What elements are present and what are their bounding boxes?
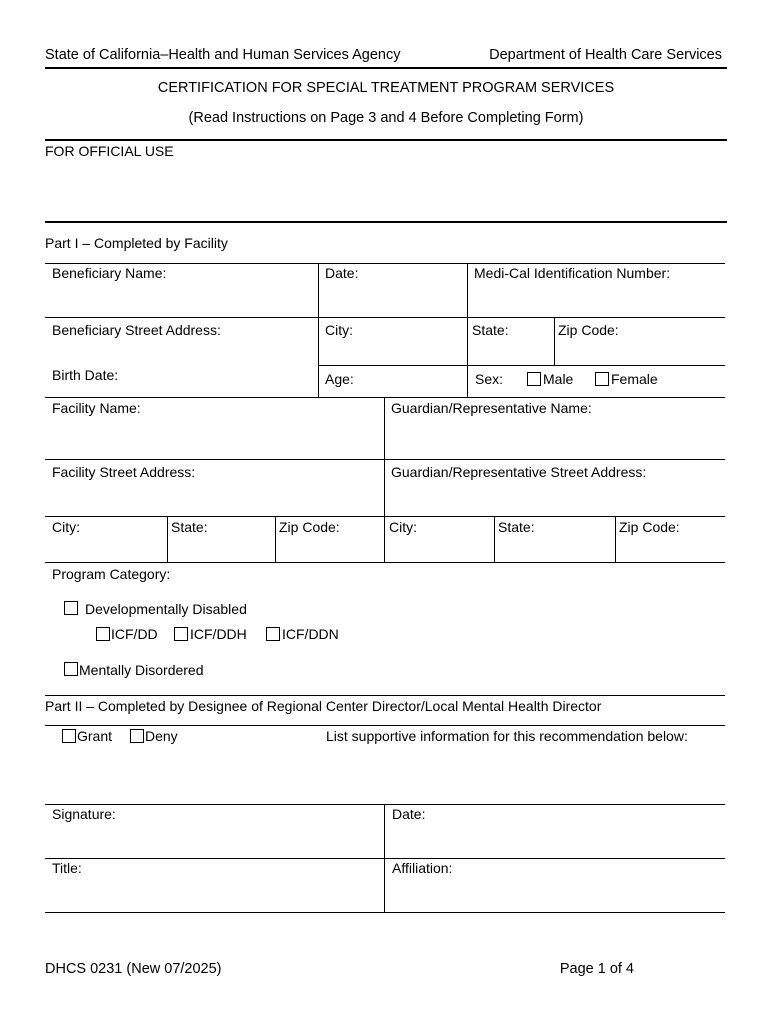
row3-rule [45, 397, 725, 398]
signature-date-label: Date: [392, 806, 426, 822]
guardian-zip-field[interactable] [617, 539, 724, 561]
part2-bottom-rule [45, 912, 725, 913]
facility-city-label: City: [52, 519, 80, 535]
row2-rule [318, 365, 725, 366]
date-field[interactable] [320, 285, 465, 315]
part1-top-rule [45, 263, 725, 264]
official-use-rule [45, 221, 727, 223]
state-label: State: [472, 322, 509, 338]
guardian-city-field[interactable] [386, 539, 493, 561]
deny-label: Deny [145, 728, 178, 744]
agency-name: State of California–Health and Human Services Agency [45, 47, 401, 63]
grant-checkbox[interactable] [62, 729, 76, 743]
form-subtitle: (Read Instructions on Page 3 and 4 Before Completing Form) [188, 110, 584, 126]
guardian-name-label: Guardian/Representative Name: [391, 400, 592, 416]
icf-dd-label: ICF/DD [111, 626, 158, 642]
official-use-label: FOR OFFICIAL USE [45, 143, 174, 159]
facility-name-label: Facility Name: [52, 400, 141, 416]
col-divider-615 [615, 516, 616, 563]
guardian-city-label: City: [389, 519, 417, 535]
female-label: Female [611, 371, 658, 387]
guardian-name-field[interactable] [386, 420, 724, 458]
col-divider-554 [554, 317, 555, 365]
icf-ddh-label: ICF/DDH [190, 626, 247, 642]
title-label: Title: [52, 860, 82, 876]
part1-heading: Part I – Completed by Facility [45, 235, 228, 251]
beneficiary-name-label: Beneficiary Name: [52, 265, 167, 281]
part1-bottom-rule [45, 695, 725, 696]
guardian-address-field[interactable] [386, 484, 724, 514]
row4-rule [45, 459, 725, 460]
col-divider-275 [275, 516, 276, 563]
mentally-disordered-checkbox[interactable] [64, 662, 78, 676]
col-divider-167 [167, 516, 168, 563]
signature-label: Signature: [52, 806, 116, 822]
city-label: City: [325, 322, 353, 338]
signature-field[interactable] [47, 826, 380, 856]
form-title: CERTIFICATION FOR SPECIAL TREATMENT PROGRAM SERVICES [157, 80, 615, 96]
facility-city-field[interactable] [47, 539, 165, 561]
row6-rule [45, 562, 725, 563]
female-checkbox[interactable] [595, 372, 609, 386]
city-field[interactable] [320, 342, 465, 364]
birth-date-field[interactable] [140, 367, 315, 395]
form-id: DHCS 0231 (New 07/2025) [45, 961, 222, 977]
facility-zip-label: Zip Code: [279, 519, 340, 535]
date-label: Date: [325, 265, 359, 281]
facility-state-label: State: [171, 519, 208, 535]
icf-ddh-checkbox[interactable] [174, 627, 188, 641]
sex-label: Sex: [475, 371, 504, 387]
col-divider-318 [318, 263, 319, 397]
facility-address-field[interactable] [47, 484, 380, 514]
part2-top-rule [45, 725, 725, 726]
facility-address-label: Facility Street Address: [52, 464, 196, 480]
department-name: Department of Health Care Services [489, 47, 722, 63]
title-rule [45, 139, 727, 141]
program-category-label: Program Category: [52, 566, 171, 582]
icf-dd-checkbox[interactable] [96, 627, 110, 641]
mentally-disordered-label: Mentally Disordered [79, 662, 204, 678]
affiliation-label: Affiliation: [392, 860, 453, 876]
age-label: Age: [325, 371, 354, 387]
row5-rule [45, 516, 725, 517]
icf-ddn-checkbox[interactable] [266, 627, 280, 641]
guardian-state-label: State: [498, 519, 535, 535]
street-address-label: Beneficiary Street Address: [52, 322, 221, 338]
signature-date-field[interactable] [386, 826, 724, 856]
affiliation-field[interactable] [386, 880, 724, 910]
supportive-info-instructions: List supportive information for this recommendation below: [326, 728, 688, 744]
signature-row-rule [45, 858, 725, 859]
age-field[interactable] [360, 368, 465, 396]
facility-state-field[interactable] [169, 539, 273, 561]
title-field[interactable] [47, 880, 380, 910]
col-divider-494 [494, 516, 495, 563]
guardian-state-field[interactable] [496, 539, 614, 561]
row1-rule [45, 317, 725, 318]
supportive-info-field[interactable] [45, 750, 725, 802]
official-use-area[interactable] [45, 162, 727, 218]
medi-cal-id-label: Medi-Cal Identification Number: [474, 265, 671, 281]
part2-heading: Part II – Completed by Designee of Regional Center Director/Local Mental Health Director [45, 698, 602, 714]
col-divider-467 [467, 263, 468, 397]
facility-name-field[interactable] [47, 420, 380, 458]
medi-cal-id-field[interactable] [469, 285, 724, 315]
signature-top-rule [45, 804, 725, 805]
beneficiary-name-field[interactable] [47, 285, 315, 315]
male-checkbox[interactable] [527, 372, 541, 386]
grant-label: Grant [77, 728, 113, 744]
developmentally-disabled-label: Developmentally Disabled [85, 601, 247, 617]
male-label: Male [543, 371, 574, 387]
developmentally-disabled-checkbox[interactable] [64, 601, 78, 615]
birth-date-label: Birth Date: [52, 367, 119, 383]
facility-zip-field[interactable] [277, 539, 382, 561]
state-field[interactable] [469, 342, 552, 364]
street-address-field[interactable] [47, 342, 315, 364]
guardian-zip-label: Zip Code: [619, 519, 680, 535]
page-number: Page 1 of 4 [559, 961, 634, 977]
header-rule [45, 67, 727, 69]
zip-label: Zip Code: [558, 322, 619, 338]
icf-ddn-label: ICF/DDN [282, 626, 339, 642]
deny-checkbox[interactable] [130, 729, 144, 743]
guardian-address-label: Guardian/Representative Street Address: [391, 464, 647, 480]
zip-field[interactable] [556, 342, 724, 364]
col-divider-384 [384, 397, 385, 563]
